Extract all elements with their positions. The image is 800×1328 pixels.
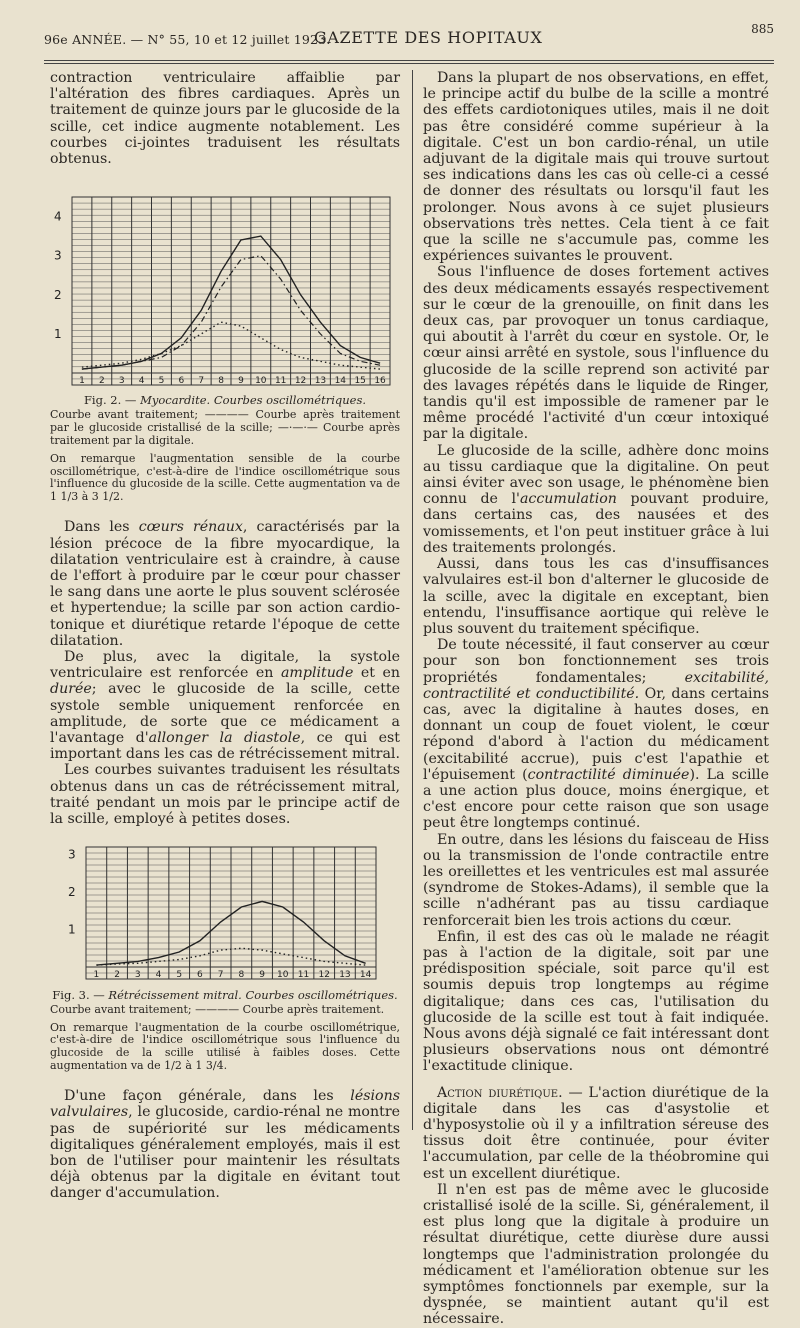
page-header [44, 20, 774, 60]
text-run: De plus, avec la digitale, la systole ventriculaire est renforcée en [50, 648, 400, 682]
right-column [423, 70, 769, 1328]
figure-3-caption [50, 989, 400, 1003]
x-tick-label: 5 [158, 376, 165, 387]
text-run: Or, dans certains cas, avec la digitaline à hautes doses, en donnant un coup de fouet violent, le cœur répond d'abord à l'action du médicament (excitabilité accrue), puis c'est l'apathie et l'épuisement ( [423, 685, 769, 783]
x-tick-label: 10 [277, 970, 289, 981]
text-emphasis: amplitude [280, 665, 354, 682]
x-tick-label: 12 [318, 970, 330, 981]
y-tick-label: 2 [54, 287, 62, 302]
header-rule [44, 60, 774, 61]
section-heading: Action diurétique. [437, 1084, 563, 1101]
x-tick-label: 4 [155, 970, 162, 981]
figure-3-number: Fig. 3. — [52, 988, 105, 1003]
y-tick-label: 3 [54, 248, 62, 263]
x-tick-label: 11 [274, 376, 287, 387]
x-tick-label: 3 [134, 970, 141, 981]
x-tick-label: 2 [114, 970, 120, 981]
y-tick-label: 3 [68, 847, 76, 862]
paragraph [50, 519, 400, 649]
paragraph: Sous l'influence de doses fortement actives des deux médicaments essayés respectivement sur le cœur de la grenouille, on finit dans les deux cas, par provoquer un tonus cardiaque, qui aboutit à l'arrêt du cœur en systole. Or, le cœur ainsi arrêté en systole, sous l'influence du glucoside de la scille reprend son activité par des lavages répétés dans le liquide de Ringer, tandis qu'il est impossible de ramener par le même procédé l'activité d'un cœur intoxiqué par la digitale. [423, 264, 769, 443]
paragraph: contraction ventriculaire affaiblie par l'altération des fibres cardiaques. Après un traitement de quinze jours par le glucoside de la scille, cet indice augmente notablement. Les courbes ci-jointes traduisent les résultats obtenus. [50, 70, 400, 168]
text-emphasis: lésions valvulaires [50, 1088, 400, 1121]
figure-3-legend: Courbe avant traitement; ———— Courbe après traitement. [50, 1002, 385, 1016]
x-tick-label: 14 [359, 970, 372, 981]
column-divider [412, 70, 413, 1130]
x-tick-label: 2 [98, 376, 105, 387]
x-tick-label: 1 [79, 376, 85, 387]
x-tick-label: 8 [238, 970, 245, 981]
text-run: et en [353, 665, 400, 682]
text-run: , caractérisés par la lésion précoce de la fibre myocardique, la dilatation ventriculaire est à craindre, à cause de l'effort à produire par le cœur pour chasser le sang dans une aorte le plus souvent sclérosée et hypertendue; la scille par son action cardio-tonique et diurétique retarde l'époque de cette dilatation. [50, 519, 400, 649]
y-tick-label: 2 [68, 885, 76, 900]
left-column [50, 70, 400, 1202]
x-tick-label: 5 [176, 970, 183, 981]
figure-2-title: Myocardite. Courbes oscillométriques. [140, 393, 367, 408]
figure-2-note: On remarque l'augmentation sensible de la courbe oscillométrique, c'est-à-dire de l'indice oscillométrique sous l'influence du glucoside de la scille. Cette augmentation va de 1 1/3 à 3 1/2. [50, 451, 400, 503]
x-tick-label: 14 [334, 376, 347, 387]
text-run: Le glucoside de la scille, adhère donc moins au tissu cardiaque que la digitaline. On peut ainsi éviter avec son usage, le phénomène bien connu de l' [423, 442, 769, 508]
x-tick-label: 10 [255, 376, 267, 387]
text-emphasis: cœurs rénaux [138, 519, 243, 536]
x-tick-label: 16 [374, 376, 386, 387]
x-tick-label: 1 [93, 970, 100, 981]
x-tick-label: 15 [354, 376, 366, 387]
figure-3 [50, 835, 400, 1072]
paragraph: Il n'en est pas de même avec le glucoside cristallisé isolé de la scille. Si, généralement, il est plus long que la digitale à produire un résultat diurétique, cette diurèse dure aussi longtemps que l'administration prolongée du médicament et l'amélioration obtenue sur les symptômes fonctionnels par exemple, sur la dyspnée, se maintient autant qu'il est nécessaire. [423, 1181, 769, 1328]
figure-2-legend: Courbe avant traitement; ———— Courbe après traitement par le glucoside cristallisé de la scille; —·—·— Courbe après traitement par la digitale. [50, 407, 400, 447]
x-tick-label: 3 [118, 376, 125, 387]
x-tick-label: 8 [218, 376, 224, 387]
paragraph [50, 649, 400, 762]
paragraph: Dans la plupart de nos observations, en effet, le principe actif du bulbe de la scille a montré des effets cardiotoniques utiles, mais il ne doit pas être considéré comme supérieur à la digitale. C'est un bon cardio-rénal, un utile adjuvant de la digitale mais qui trouve surtout ses indications dans les cas où celle-ci a cessé de donner des résultats ou lorsqu'il faut les prolonger. Nous avons à ce sujet plusieurs observations très nettes. Cela tient à ce fait que la scille ne s'accumule pas, comme les expériences suivantes le prouvent. [423, 70, 769, 265]
text-run: , le glucoside, cardio-rénal ne montre pas de supériorité sur les médicaments digitaliques généralement employés, mais il est bon de l'utiliser pour maintenir les résultats déjà obtenus par la digitale en évitant tout danger d'accumulation. [50, 1104, 400, 1202]
text-emphasis: excitabilité, contractilité et conductibilité. [423, 669, 769, 702]
paragraph: Enfin, il est des cas où le malade ne réagit pas à l'action de la digitale, soit par une prédisposition spéciale, soit parce qu'il est soumis depuis trop longtemps au régime digitalique; dans ces cas, l'utilisation du glucoside de la scille est tout à fait indiquée. Nous avons déjà signalé ce fait intéressant dont plusieurs observations nous ont démontré l'exactitude clinique. [423, 928, 769, 1075]
journal-title: GAZETTE DES HOPITAUX [314, 28, 543, 47]
text-run: — L'action diurétique de la digitale dans les cas d'asystolie et d'hyposystolie où il y a infiltration séreuse des tissus doit être continuée, pour éviter l'accumulation, par celle de la théobromine qui est un excellent diurétique. [423, 1084, 769, 1182]
x-tick-label: 9 [238, 376, 244, 387]
figure-3-note: On remarque l'augmentation de la courbe oscillométrique, c'est-à-dire de l'indice oscillométrique sous l'influence du glucoside de la scille utilisé à faibles doses. Cette augmentation va de 1/2 à 1 3/4. [50, 1020, 400, 1072]
paragraph [423, 637, 769, 831]
text-run: pouvant produire, dans certains cas, des nausées et des vomissements, et l'on peut instituer grâce à lui des traitements prolongés. [423, 491, 769, 556]
text-emphasis: accumulation [519, 491, 617, 508]
text-emphasis: contractilité diminuée [527, 766, 690, 783]
x-tick-label: 9 [259, 970, 265, 981]
header-rule-double [44, 63, 774, 64]
x-tick-label: 11 [297, 970, 310, 981]
issue-info: 96e ANNÉE. — N° 55, 10 et 12 juillet 1923. [44, 32, 331, 47]
text-run: De toute nécessité, il faut conserver au cœur pour son bon fonctionnement ses trois propriétés fondamentales; [423, 637, 769, 686]
x-tick-label: 6 [197, 970, 203, 981]
x-tick-label: 12 [294, 376, 307, 387]
x-tick-label: 4 [138, 376, 145, 387]
figure-2-chart [50, 175, 400, 390]
text-emphasis: allonger la diastole [148, 729, 301, 746]
paragraph: Les courbes suivantes traduisent les résultats obtenus dans un cas de rétrécissement mitral, traité pendant un mois par le principe actif de la scille, employé à petites doses. [50, 762, 400, 827]
x-tick-label: 7 [217, 970, 224, 981]
y-tick-label: 4 [54, 209, 62, 224]
figure-2 [50, 175, 400, 503]
figure-3-chart [50, 835, 400, 985]
x-tick-label: 13 [314, 376, 327, 387]
figure-3-title: Rétrécissement mitral. Courbes oscillométriques. [108, 988, 398, 1003]
paragraph: En outre, dans les lésions du faisceau de Hiss ou la transmission de l'onde contractile entre les oreillettes et les ventricules est mal assurée (syndrome de Stokes-Adams), il semble que la scille n'adhérant pas au tissu cardiaque renforcerait bien les trois actions du cœur. [423, 831, 769, 929]
paragraph: Aussi, dans tous les cas d'insuffisances valvulaires est-il bon d'alterner le glucoside de la scille, avec la digitale en exceptant, bien entendu, l'insuffisance aortique qui relève le plus souvent du traitement spécifique. [423, 556, 769, 637]
figure-2-caption [50, 394, 400, 408]
paragraph [423, 443, 769, 556]
figure-2-number: Fig. 2. — [83, 393, 137, 408]
text-run: , ce qui est important dans les cas de rétrécissement mitral. [50, 729, 400, 763]
text-run: D'une façon générale, dans les [64, 1088, 351, 1105]
page-number: 885 [751, 22, 774, 36]
text-run: ). La scille a une action plus douce, moins énergique, et c'est encore pour cette raison que son usage peut être longtemps continué. [423, 766, 769, 832]
y-tick-label: 1 [68, 922, 76, 937]
text-run: ; avec le glucoside de la scille, cette systole semble uniquement renforcée en amplitude, de sorte que ce médicament a l'avantage d' [50, 681, 400, 746]
y-tick-label: 1 [54, 327, 62, 342]
x-tick-label: 13 [339, 970, 351, 981]
x-tick-label: 7 [198, 376, 205, 387]
paragraph [423, 1085, 769, 1182]
text-emphasis: durée [50, 681, 92, 698]
x-tick-label: 6 [178, 376, 185, 387]
text-run: Dans les [64, 519, 139, 536]
